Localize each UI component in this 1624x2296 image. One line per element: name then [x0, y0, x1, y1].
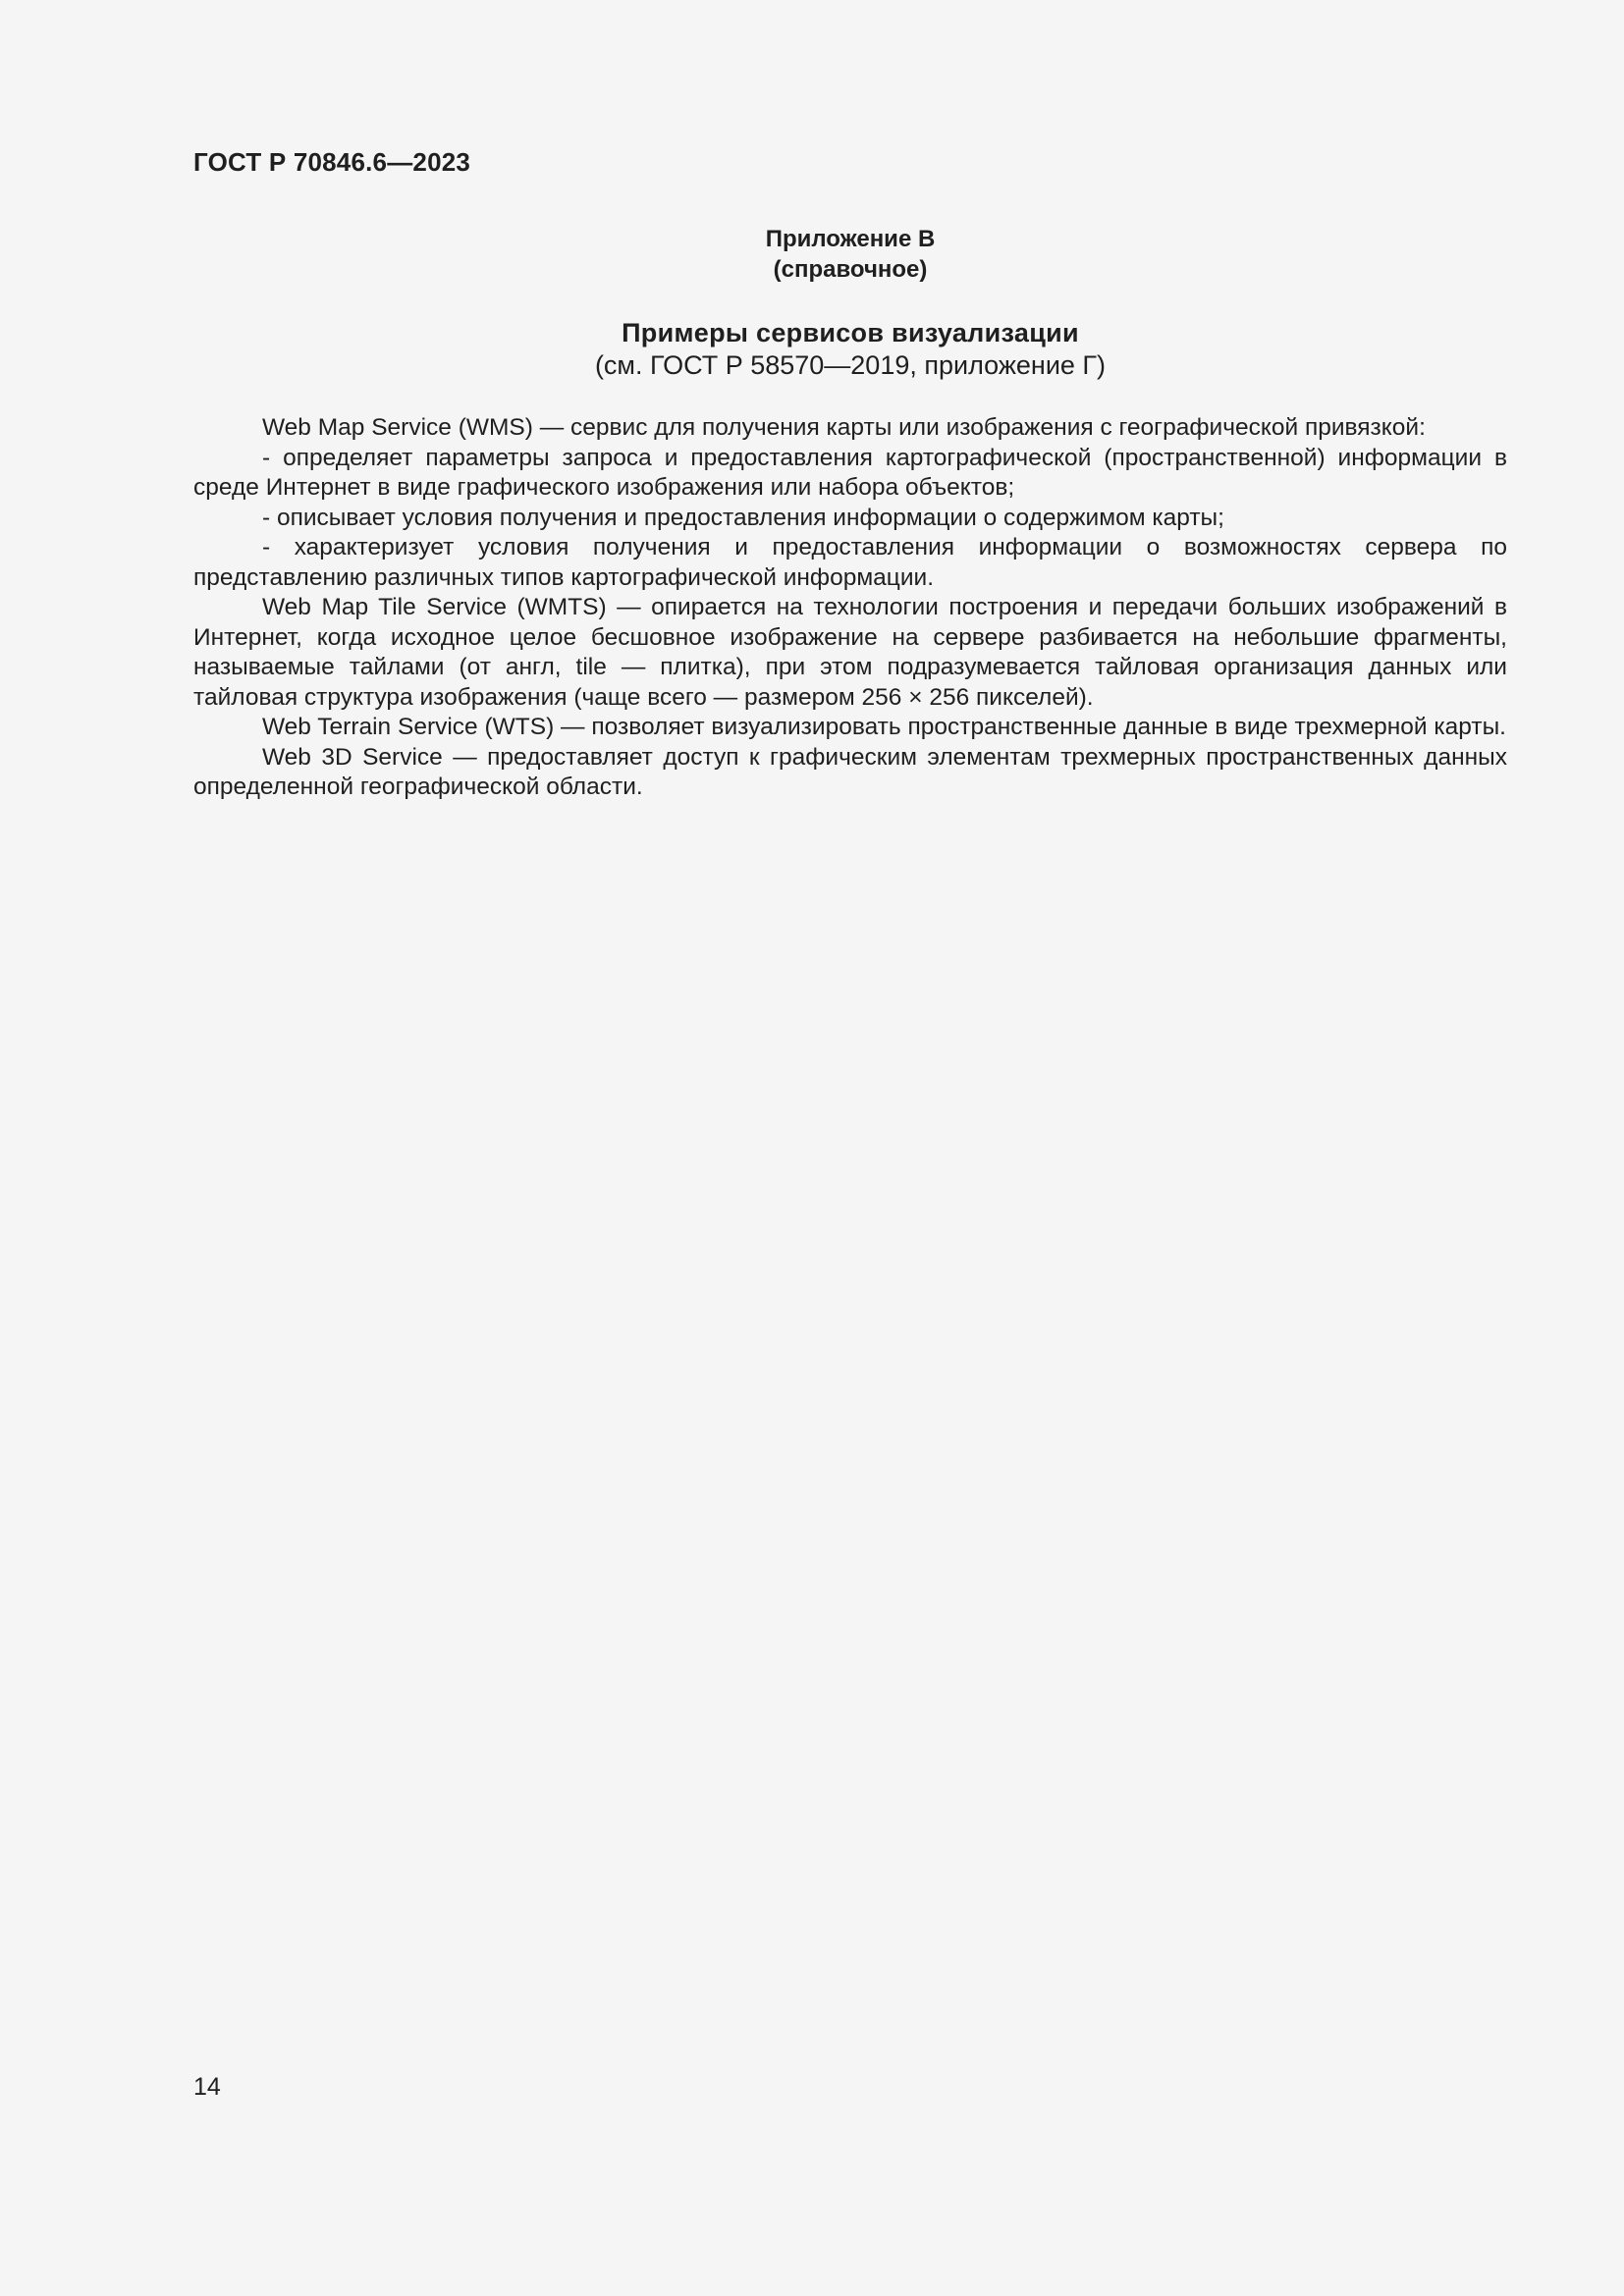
body-text	[193, 413, 1507, 803]
paragraph-wts: Web Terrain Service (WTS) — позволяет визуализировать пространственные данные в виде трехмерной карты.	[262, 714, 1506, 740]
annex-kind: (справочное)	[773, 256, 928, 283]
paragraph-w3ds: Web 3D Service — предоставляет доступ к графическим элементам трехмерных пространственных данных определенной географической области.	[193, 743, 1507, 800]
list-item: - характеризует условия получения и предоставления информации о возможностях сервера по представлению различных типов картографической информации.	[193, 534, 1507, 591]
section-reference: (см. ГОСТ Р 58570—2019, приложение Г)	[594, 350, 1107, 380]
paragraph-wms: Web Map Service (WMS) — сервис для получения карты или изображения с географической привязкой:	[262, 414, 1426, 441]
list-item: - описывает условия получения и предоставления информации о содержимом карты;	[262, 504, 1224, 531]
section-title: Примеры сервисов визуализации	[622, 318, 1079, 347]
document-header: ГОСТ Р 70846.6—2023	[193, 147, 471, 177]
paragraph-wmts: Web Map Tile Service (WMTS) — опирается на технологии построения и передачи больших изображений в Интернет, когда исходное целое бесшовное изображение на сервере разбивается на небольшие фрагменты, называемые тайлами (от англ, tile — плитка), при этом подразумевается тайловая организация данных или тайловая структура изображения (чаще всего — размером 256 × 256 пикселей).	[193, 594, 1507, 711]
list-item: - определяет параметры запроса и предоставления картографической (пространственной) информации в среде Интернет в виде графического изображения или набора объектов;	[193, 444, 1507, 501]
section-title-block	[193, 317, 1507, 382]
annex-label: Приложение В	[765, 226, 936, 252]
page-number: 14	[193, 2073, 221, 2101]
annex-heading	[193, 224, 1507, 285]
